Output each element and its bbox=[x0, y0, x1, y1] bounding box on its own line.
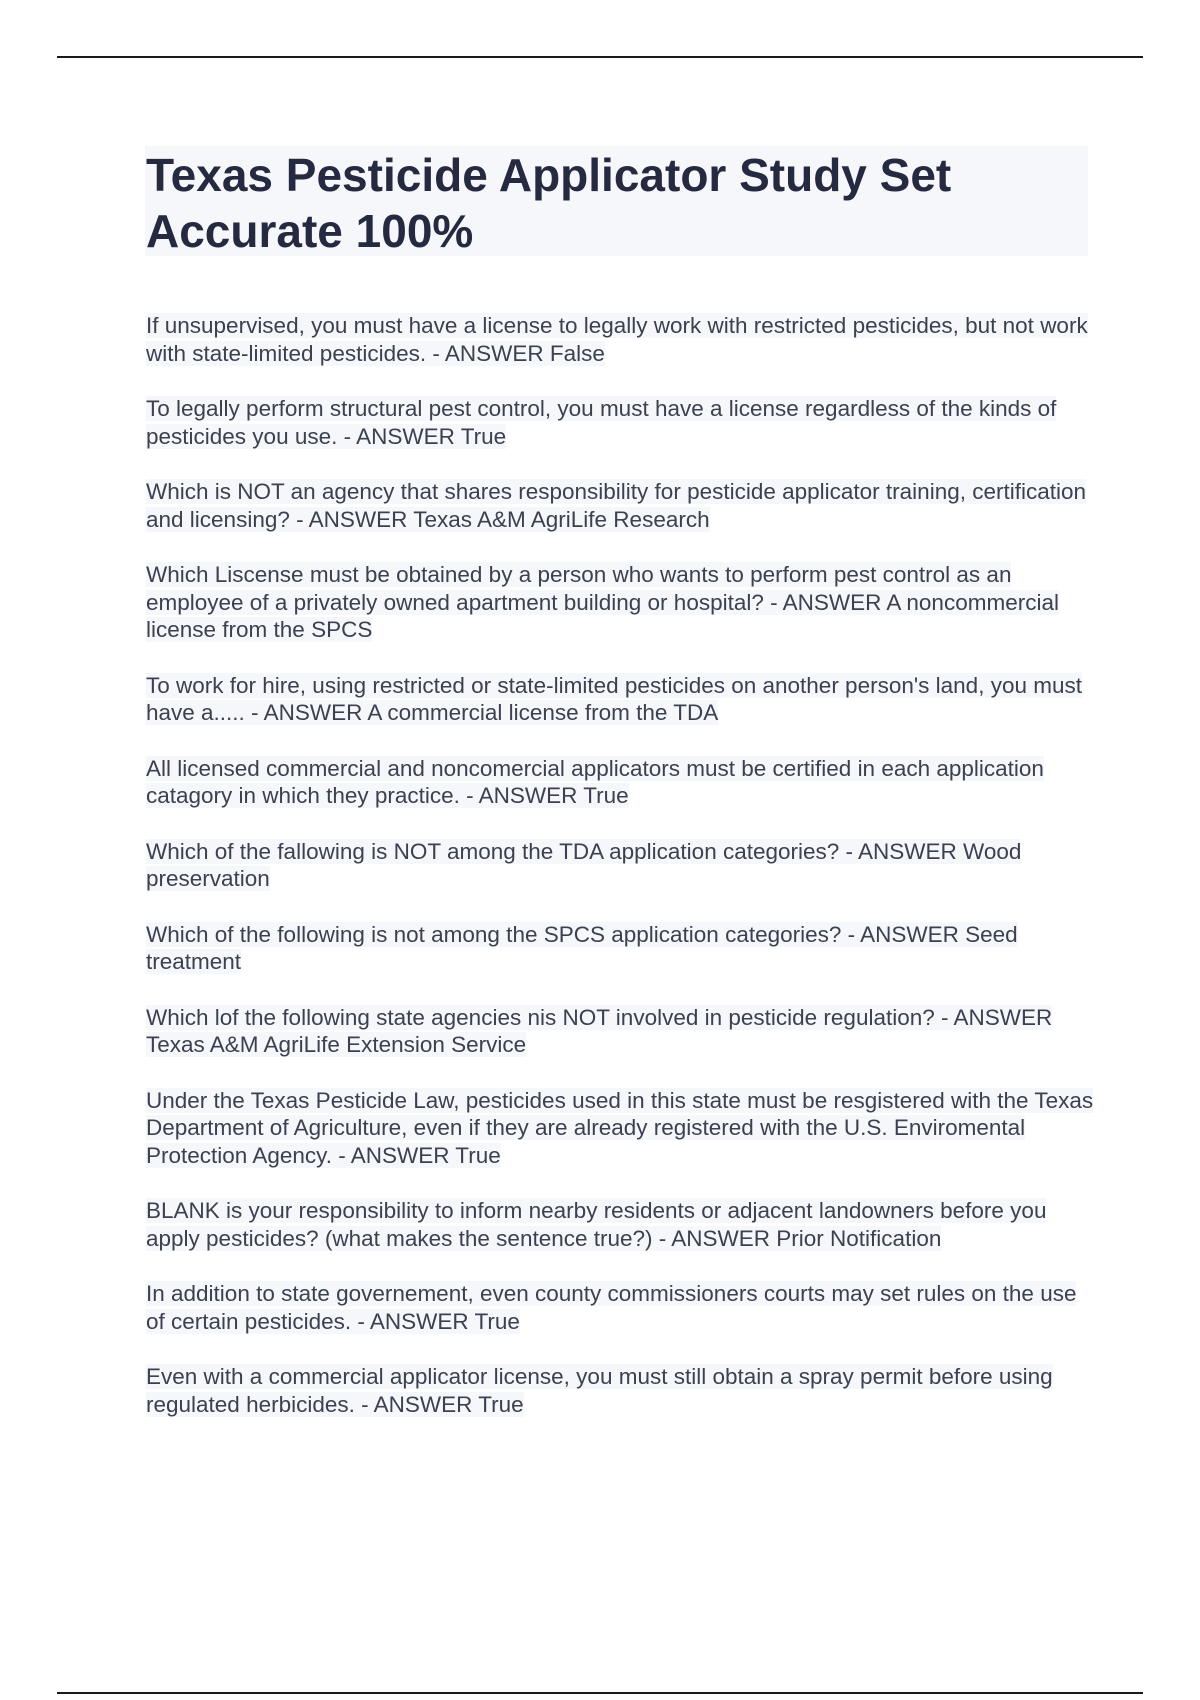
qa-text: Which of the fallowing is NOT among the TDA application categories? - ANSWER Wood preservation bbox=[146, 838, 1022, 891]
qa-item bbox=[146, 395, 1096, 450]
qa-text: Which is NOT an agency that shares responsibility for pesticide applicator training, certification and licensing? - ANSWER Texas A&M AgriLife Research bbox=[146, 479, 1087, 532]
qa-item bbox=[146, 312, 1096, 367]
qa-item bbox=[146, 478, 1096, 533]
qa-text: All licensed commercial and noncomercial applicators must be certified in each application catagory in which they practice. - ANSWER True bbox=[146, 755, 1044, 808]
qa-text: To work for hire, using restricted or state-limited pesticides on another person's land, you must have a..... - ANSWER A commercial license from the TDA bbox=[146, 672, 1082, 725]
qa-text: To legally perform structural pest control, you must have a license regardless of the kinds of pesticides you use. - ANSWER True bbox=[146, 396, 1057, 449]
qa-text: Which Liscense must be obtained by a person who wants to perform pest control as an employee of a privately owned apartment building or hospital? - ANSWER A noncommercial license from the SPCS bbox=[146, 562, 1059, 642]
qa-list bbox=[146, 312, 1096, 1446]
page-title: Texas Pesticide Applicator Study Set Accurate 100% bbox=[146, 149, 952, 257]
qa-item bbox=[146, 1087, 1096, 1170]
qa-item bbox=[146, 838, 1096, 893]
qa-text: BLANK is your responsibility to inform nearby residents or adjacent landowners before you apply pesticides? (what makes the sentence true?) - ANSWER Prior Notification bbox=[146, 1198, 1047, 1251]
qa-text: Which lof the following state agencies nis NOT involved in pesticide regulation? - ANSWER Texas A&M AgriLife Extension Service bbox=[146, 1004, 1053, 1057]
bottom-rule bbox=[57, 1692, 1143, 1694]
qa-item bbox=[146, 1280, 1096, 1335]
qa-text: If unsupervised, you must have a license to legally work with restricted pesticides, but not work with state-limited pesticides. - ANSWER False bbox=[146, 313, 1088, 366]
qa-text: Even with a commercial applicator license, you must still obtain a spray permit before using regulated herbicides. - ANSWER True bbox=[146, 1364, 1053, 1417]
top-rule bbox=[57, 56, 1143, 58]
qa-item bbox=[146, 1363, 1096, 1418]
qa-item bbox=[146, 921, 1096, 976]
qa-item bbox=[146, 561, 1096, 644]
qa-text: Which of the following is not among the SPCS application categories? - ANSWER Seed treatment bbox=[146, 921, 1018, 974]
qa-item bbox=[146, 1004, 1096, 1059]
qa-text: In addition to state governement, even county commissioners courts may set rules on the use of certain pesticides. - ANSWER True bbox=[146, 1281, 1077, 1334]
qa-item bbox=[146, 1197, 1096, 1252]
qa-item bbox=[146, 755, 1096, 810]
qa-text: Under the Texas Pesticide Law, pesticides used in this state must be resgistered with the Texas Department of Agriculture, even if they are already registered with the U.S. Enviromental Protection Agency. - ANSWER True bbox=[146, 1087, 1094, 1168]
qa-item bbox=[146, 672, 1096, 727]
